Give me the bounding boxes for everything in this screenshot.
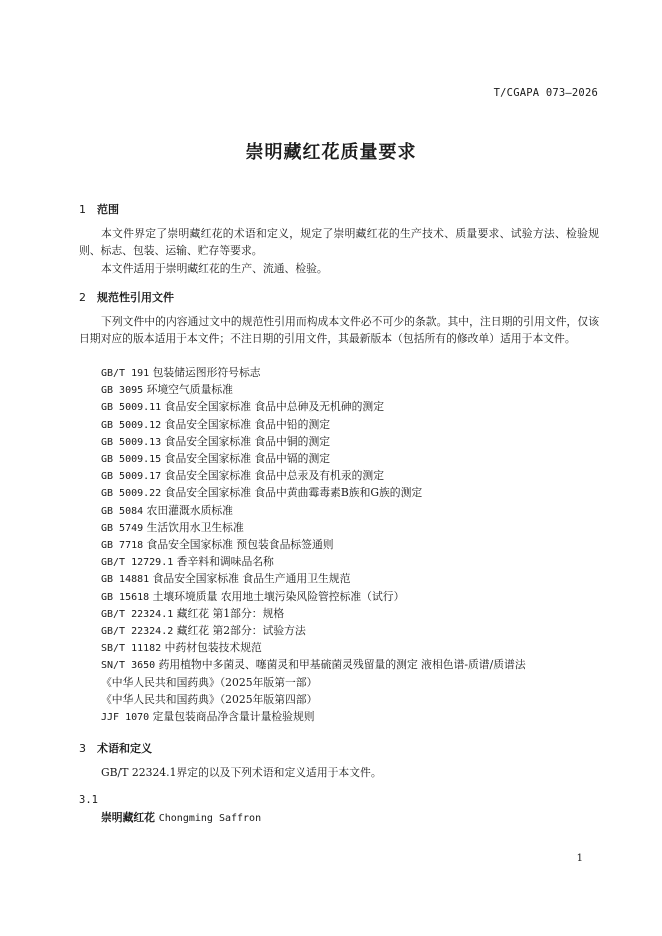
reference-code: GB 5009.12: [101, 419, 162, 431]
reference-title: 食品安全国家标准 食品中黄曲霉毒素B族和G族的测定: [164, 486, 423, 500]
reference-code: GB 5009.17: [101, 471, 162, 483]
reference-code: GB 14881: [101, 574, 150, 586]
reference-item: [101, 364, 261, 382]
reference-item: [101, 605, 284, 623]
section-3-heading: [79, 740, 152, 756]
reference-title: 《中华人民共和国药典》（2025年版第一部）: [101, 675, 318, 689]
reference-title: 食品安全国家标准 食品中总汞及有机汞的测定: [164, 469, 385, 483]
section-2-intro: 下列文件中的内容通过文中的规范性引用而构成本文件必不可少的条款。其中，注日期的引用文件，仅该日期对应的版本适用于本文件；不注日期的引用文件，其最新版本（包括所有的修改单）适用于本文件。: [79, 315, 599, 345]
reference-title: 土壤环境质量 农用地土壤污染风险管控标准（试行）: [152, 589, 405, 603]
document-title: 崇明藏红花质量要求: [245, 142, 417, 163]
reference-title: 《中华人民共和国药典》（2025年版第四部）: [101, 692, 318, 706]
section-2-heading: [79, 289, 174, 305]
section-1-title: 范围: [97, 203, 119, 216]
term-chinese: 崇明藏红花: [101, 811, 155, 824]
term-entry: [101, 810, 261, 825]
reference-title: 食品安全国家标准 食品中总砷及无机砷的测定: [164, 400, 385, 414]
reference-code: GB 5749: [101, 522, 144, 534]
standard-number: T/CGAPA 073—2026: [493, 87, 598, 99]
reference-item: [101, 484, 422, 502]
reference-code: SB/T 11182: [101, 643, 162, 655]
reference-item: [101, 450, 330, 468]
reference-code: GB 5084: [101, 505, 144, 517]
reference-code: GB 5009.13: [101, 436, 162, 448]
section-3-title: 术语和定义: [97, 742, 152, 755]
section-2-title: 规范性引用文件: [97, 291, 174, 304]
reference-title: 藏红花 第2部分：试验方法: [176, 624, 306, 637]
reference-title: 香辛料和调味品名称: [176, 555, 274, 569]
section-1-paragraph-2: 本文件适用于崇明藏红花的生产、流通、检验。: [101, 262, 328, 275]
reference-code: GB/T 191: [101, 368, 150, 379]
reference-title: 食品安全国家标准 食品生产通用卫生规范: [152, 572, 351, 586]
reference-code: JJF 1070: [101, 712, 150, 723]
reference-item: [101, 536, 334, 554]
reference-item: [101, 398, 384, 416]
reference-title: 农田灌溉水质标准: [146, 503, 233, 517]
reference-title: 药用植物中多菌灵、噻菌灵和甲基硫菌灵残留量的测定 液相色谱-质谱/质谱法: [158, 658, 526, 672]
reference-title: 包装储运图形符号标志: [152, 366, 261, 379]
reference-item: [101, 416, 330, 434]
reference-code: GB 5009.22: [101, 488, 162, 500]
reference-item: [101, 639, 262, 657]
term-number: 3.1: [79, 794, 98, 806]
reference-title: 食品安全国家标准 预包装食品标签通则: [146, 538, 334, 551]
reference-code: GB 15618: [101, 591, 150, 603]
reference-item: [101, 570, 350, 588]
reference-item: [101, 656, 526, 674]
reference-title: 食品安全国家标准 食品中铅的测定: [164, 417, 331, 431]
reference-code: GB/T 22324.1: [101, 608, 174, 620]
reference-title: 生活饮用水卫生标准: [146, 520, 244, 534]
reference-item: [101, 381, 233, 399]
reference-item: [101, 433, 330, 451]
reference-code: GB 5009.11: [101, 402, 162, 414]
reference-title: 中药材包装技术规范: [164, 641, 262, 655]
reference-code: GB 7718: [101, 540, 144, 551]
section-1-paragraph-1: 本文件界定了崇明藏红花的术语和定义，规定了崇明藏红花的生产技术、质量要求、试验方法、检验规则、标志、包装、运输、贮存等要求。: [79, 227, 599, 257]
section-3-number: 3: [79, 742, 86, 755]
page-number: 1: [576, 853, 583, 864]
reference-item: [101, 519, 244, 537]
reference-code: SN/T 3650: [101, 660, 156, 672]
reference-item: [101, 588, 404, 606]
reference-item: [101, 553, 274, 571]
reference-code: GB 3095: [101, 385, 144, 397]
reference-title: 食品安全国家标准 食品中铜的测定: [164, 434, 331, 448]
reference-code: GB/T 22324.2: [101, 626, 174, 637]
reference-item: [101, 502, 233, 520]
reference-title: 藏红花 第1部分：规格: [176, 606, 285, 620]
section-2-number: 2: [79, 291, 86, 304]
reference-code: GB 5009.15: [101, 454, 162, 465]
reference-item: [101, 674, 317, 691]
section-1-number: 1: [79, 203, 86, 216]
term-english: Chongming Saffron: [158, 813, 262, 824]
reference-code: GB/T 12729.1: [101, 557, 174, 569]
reference-item: [101, 467, 384, 485]
section-1-heading: [79, 201, 119, 217]
section-3-intro: GB/T 22324.1界定的以及下列术语和定义适用于本文件。: [101, 766, 382, 779]
reference-item: [101, 708, 315, 726]
reference-item: [101, 622, 306, 640]
reference-title: 食品安全国家标准 食品中镉的测定: [164, 452, 331, 465]
reference-item: [101, 691, 317, 708]
reference-title: 定量包装商品净含量计量检验规则: [152, 710, 315, 723]
reference-title: 环境空气质量标准: [146, 383, 233, 397]
